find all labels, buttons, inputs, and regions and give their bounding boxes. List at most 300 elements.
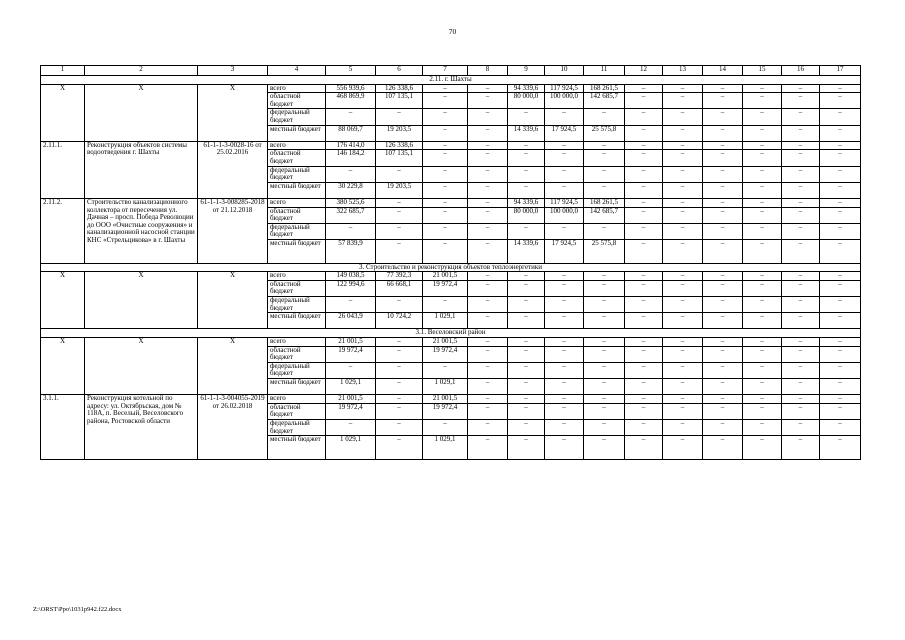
value-cell: – <box>326 166 376 182</box>
value-cell: – <box>508 141 545 150</box>
funding-source-cell: местный бюджет <box>268 436 326 460</box>
value-cell: – <box>625 436 663 460</box>
value-cell: 19 203,5 <box>376 125 423 141</box>
value-cell: – <box>820 378 861 394</box>
value-cell: 21 001,5 <box>326 338 376 347</box>
column-number-cell: 4 <box>268 66 326 76</box>
value-cell: – <box>663 207 703 223</box>
value-cell: – <box>376 395 423 404</box>
value-cell: – <box>663 125 703 141</box>
value-cell: – <box>782 207 820 223</box>
value-cell: – <box>545 223 584 239</box>
value-cell: – <box>468 297 508 313</box>
value-cell: – <box>743 436 782 460</box>
value-cell: – <box>468 313 508 329</box>
funding-source-cell: областной бюджет <box>268 150 326 166</box>
column-number-cell: 13 <box>663 66 703 76</box>
value-cell: – <box>468 109 508 125</box>
value-cell: 14 339,6 <box>508 239 545 263</box>
value-cell: – <box>584 182 625 198</box>
value-cell: – <box>468 239 508 263</box>
value-cell: – <box>703 436 743 460</box>
value-cell: 100 000,0 <box>545 207 584 223</box>
value-cell: 19 972,4 <box>423 346 468 362</box>
table-row <box>41 198 861 207</box>
value-cell: – <box>468 207 508 223</box>
value-cell: – <box>508 378 545 394</box>
value-cell: – <box>468 403 508 419</box>
value-cell: – <box>545 109 584 125</box>
value-cell: – <box>743 198 782 207</box>
value-cell: – <box>584 436 625 460</box>
value-cell: – <box>468 198 508 207</box>
value-cell: 146 184,2 <box>326 150 376 166</box>
value-cell: – <box>782 395 820 404</box>
value-cell: – <box>703 297 743 313</box>
value-cell: – <box>625 395 663 404</box>
value-cell: – <box>782 346 820 362</box>
value-cell: – <box>782 166 820 182</box>
value-cell: – <box>743 378 782 394</box>
expertise-cell: Х <box>198 272 268 329</box>
value-cell: – <box>743 182 782 198</box>
value-cell: – <box>376 297 423 313</box>
value-cell: – <box>743 150 782 166</box>
value-cell: – <box>743 338 782 347</box>
value-cell: – <box>423 141 468 150</box>
value-cell: – <box>423 207 468 223</box>
value-cell: 25 575,8 <box>584 239 625 263</box>
value-cell: 57 839,9 <box>326 239 376 263</box>
value-cell: – <box>545 362 584 378</box>
column-number-cell: 14 <box>703 66 743 76</box>
item-number-cell: 3.1.1. <box>41 395 85 460</box>
value-cell: – <box>663 150 703 166</box>
value-cell: – <box>423 150 468 166</box>
value-cell: 94 339,6 <box>508 84 545 93</box>
value-cell: – <box>625 346 663 362</box>
value-cell: – <box>820 182 861 198</box>
column-number-cell: 7 <box>423 66 468 76</box>
column-number-cell: 5 <box>326 66 376 76</box>
funding-source-cell: всего <box>268 84 326 93</box>
funding-source-cell: федеральный бюджет <box>268 419 326 435</box>
value-cell: – <box>820 419 861 435</box>
value-cell: – <box>820 436 861 460</box>
value-cell: – <box>782 198 820 207</box>
value-cell: – <box>743 93 782 109</box>
value-cell: 21 001,5 <box>326 395 376 404</box>
value-cell: – <box>326 297 376 313</box>
value-cell: – <box>782 182 820 198</box>
value-cell: – <box>625 378 663 394</box>
column-number-cell: 15 <box>743 66 782 76</box>
value-cell: – <box>743 346 782 362</box>
value-cell: – <box>782 362 820 378</box>
value-cell: – <box>663 395 703 404</box>
value-cell: 1 029,1 <box>423 436 468 460</box>
value-cell: 322 685,7 <box>326 207 376 223</box>
value-cell: 556 939,6 <box>326 84 376 93</box>
value-cell: – <box>663 84 703 93</box>
value-cell: – <box>743 362 782 378</box>
object-name-cell: Х <box>85 272 198 329</box>
value-cell: 142 685,7 <box>584 207 625 223</box>
value-cell: – <box>743 280 782 296</box>
expertise-cell: Х <box>198 338 268 395</box>
funding-source-cell: всего <box>268 272 326 281</box>
value-cell: 1 029,1 <box>326 436 376 460</box>
value-cell: 468 869,9 <box>326 93 376 109</box>
section-title: 3.1. Веселовский район <box>41 329 861 338</box>
value-cell: – <box>545 182 584 198</box>
value-cell: – <box>663 93 703 109</box>
value-cell: – <box>468 338 508 347</box>
value-cell: – <box>663 403 703 419</box>
value-cell: – <box>468 419 508 435</box>
funding-source-cell: всего <box>268 395 326 404</box>
value-cell: – <box>703 150 743 166</box>
value-cell: – <box>508 280 545 296</box>
value-cell: – <box>468 378 508 394</box>
value-cell: – <box>468 150 508 166</box>
value-cell: – <box>584 362 625 378</box>
value-cell: – <box>376 207 423 223</box>
value-cell: 126 338,6 <box>376 141 423 150</box>
value-cell: – <box>820 362 861 378</box>
value-cell: – <box>625 419 663 435</box>
value-cell: – <box>625 93 663 109</box>
value-cell: – <box>820 125 861 141</box>
value-cell: – <box>326 109 376 125</box>
value-cell: – <box>663 223 703 239</box>
value-cell: – <box>468 141 508 150</box>
value-cell: – <box>508 436 545 460</box>
funding-source-cell: федеральный бюджет <box>268 166 326 182</box>
column-number-row <box>41 66 861 76</box>
value-cell: 94 339,6 <box>508 198 545 207</box>
column-number-cell: 2 <box>85 66 198 76</box>
value-cell: – <box>545 166 584 182</box>
value-cell: 26 043,9 <box>326 313 376 329</box>
value-cell: – <box>584 280 625 296</box>
value-cell: – <box>782 297 820 313</box>
value-cell: – <box>625 272 663 281</box>
value-cell: – <box>703 419 743 435</box>
value-cell: – <box>376 362 423 378</box>
object-name-cell: Х <box>85 338 198 395</box>
value-cell: – <box>468 272 508 281</box>
value-cell: – <box>468 84 508 93</box>
value-cell: – <box>423 109 468 125</box>
value-cell: – <box>625 84 663 93</box>
value-cell: – <box>743 84 782 93</box>
value-cell: – <box>820 272 861 281</box>
section-title-row <box>41 263 861 272</box>
funding-source-cell: областной бюджет <box>268 93 326 109</box>
value-cell: 21 001,5 <box>423 338 468 347</box>
value-cell: – <box>545 378 584 394</box>
value-cell: – <box>782 272 820 281</box>
value-cell: 1 029,1 <box>423 313 468 329</box>
value-cell: – <box>423 182 468 198</box>
item-number-cell: Х <box>41 84 85 141</box>
value-cell: – <box>663 419 703 435</box>
value-cell: – <box>584 297 625 313</box>
value-cell: – <box>508 338 545 347</box>
value-cell: – <box>743 125 782 141</box>
value-cell: – <box>584 150 625 166</box>
value-cell: – <box>584 378 625 394</box>
value-cell: – <box>663 436 703 460</box>
value-cell: – <box>625 338 663 347</box>
item-number-cell: 2.11.1. <box>41 141 85 198</box>
value-cell: – <box>468 362 508 378</box>
value-cell: – <box>703 125 743 141</box>
value-cell: – <box>625 198 663 207</box>
value-cell: – <box>663 272 703 281</box>
value-cell: – <box>468 280 508 296</box>
value-cell: 19 972,4 <box>326 403 376 419</box>
value-cell: – <box>663 239 703 263</box>
table-row <box>41 141 861 150</box>
funding-source-cell: федеральный бюджет <box>268 362 326 378</box>
value-cell: – <box>820 395 861 404</box>
value-cell: – <box>376 419 423 435</box>
value-cell: – <box>820 239 861 263</box>
column-number-cell: 11 <box>584 66 625 76</box>
value-cell: – <box>703 93 743 109</box>
value-cell: – <box>545 395 584 404</box>
value-cell: – <box>743 395 782 404</box>
column-number-cell: 6 <box>376 66 423 76</box>
value-cell: 77 392,3 <box>376 272 423 281</box>
value-cell: 88 069,7 <box>326 125 376 141</box>
value-cell: – <box>663 338 703 347</box>
value-cell: – <box>743 239 782 263</box>
value-cell: 14 339,6 <box>508 125 545 141</box>
value-cell: – <box>423 125 468 141</box>
value-cell: – <box>584 313 625 329</box>
table-row <box>41 338 861 347</box>
item-number-cell: Х <box>41 272 85 329</box>
funding-source-cell: областной бюджет <box>268 207 326 223</box>
value-cell: – <box>584 419 625 435</box>
value-cell: 80 000,0 <box>508 93 545 109</box>
value-cell: – <box>703 223 743 239</box>
value-cell: – <box>376 166 423 182</box>
value-cell: – <box>625 313 663 329</box>
value-cell: – <box>423 239 468 263</box>
expertise-cell: 61-1-1-3-004055-2019 от 26.02.2018 <box>198 395 268 460</box>
value-cell: 107 135,1 <box>376 150 423 166</box>
value-cell: – <box>703 166 743 182</box>
value-cell: – <box>423 166 468 182</box>
value-cell: – <box>782 419 820 435</box>
value-cell: – <box>376 223 423 239</box>
column-number-cell: 17 <box>820 66 861 76</box>
column-number-cell: 8 <box>468 66 508 76</box>
value-cell: – <box>820 346 861 362</box>
value-cell: – <box>468 223 508 239</box>
footer-path: Z:\ORST\Ppo\1031p942.f22.docx <box>33 606 122 613</box>
value-cell: – <box>703 272 743 281</box>
page-number: 70 <box>448 27 457 36</box>
value-cell: – <box>782 223 820 239</box>
value-cell: – <box>703 141 743 150</box>
column-number-cell: 12 <box>625 66 663 76</box>
value-cell: – <box>508 150 545 166</box>
expertise-cell: Х <box>198 84 268 141</box>
value-cell: 17 924,5 <box>545 239 584 263</box>
value-cell: – <box>703 395 743 404</box>
value-cell: 126 338,6 <box>376 84 423 93</box>
value-cell: – <box>820 93 861 109</box>
value-cell: 176 414,0 <box>326 141 376 150</box>
value-cell: – <box>703 198 743 207</box>
value-cell: – <box>663 313 703 329</box>
value-cell: – <box>625 362 663 378</box>
value-cell: – <box>584 272 625 281</box>
value-cell: 380 525,6 <box>326 198 376 207</box>
value-cell: – <box>376 403 423 419</box>
value-cell: – <box>820 141 861 150</box>
value-cell: – <box>545 141 584 150</box>
value-cell: – <box>703 207 743 223</box>
value-cell: – <box>703 403 743 419</box>
value-cell: – <box>584 395 625 404</box>
value-cell: 168 261,5 <box>584 198 625 207</box>
expertise-cell: 61-1-1-3-0028-16 от 25.02.2016 <box>198 141 268 198</box>
value-cell: – <box>423 198 468 207</box>
value-cell: – <box>743 297 782 313</box>
value-cell: – <box>703 313 743 329</box>
section-title: 3. Строительство и реконструкция объектов теплоэнергетики <box>41 263 861 272</box>
value-cell: – <box>625 166 663 182</box>
value-cell: – <box>545 346 584 362</box>
value-cell: – <box>326 223 376 239</box>
value-cell: – <box>508 109 545 125</box>
value-cell: – <box>743 141 782 150</box>
funding-source-cell: местный бюджет <box>268 182 326 198</box>
value-cell: – <box>423 419 468 435</box>
column-number-cell: 16 <box>782 66 820 76</box>
section-title: 2.11. г. Шахты <box>41 76 861 85</box>
value-cell: – <box>468 166 508 182</box>
budget-table <box>40 65 861 460</box>
object-name-cell: Реконструкция котельной по адресу: ул. Октябрьская, дом № 118А, п. Веселый, Веселовского района, Ростовской области <box>85 395 198 460</box>
value-cell: – <box>820 280 861 296</box>
value-cell: – <box>743 313 782 329</box>
funding-source-cell: местный бюджет <box>268 125 326 141</box>
section-title-row <box>41 76 861 85</box>
value-cell: – <box>663 166 703 182</box>
value-cell: – <box>625 109 663 125</box>
value-cell: – <box>625 207 663 223</box>
value-cell: – <box>545 272 584 281</box>
value-cell: – <box>508 272 545 281</box>
item-number-cell: 2.11.2. <box>41 198 85 263</box>
value-cell: – <box>820 166 861 182</box>
value-cell: – <box>782 378 820 394</box>
value-cell: 21 001,5 <box>423 395 468 404</box>
value-cell: – <box>468 93 508 109</box>
value-cell: – <box>703 109 743 125</box>
value-cell: – <box>508 313 545 329</box>
value-cell: – <box>545 280 584 296</box>
value-cell: – <box>663 297 703 313</box>
value-cell: – <box>625 182 663 198</box>
value-cell: – <box>820 109 861 125</box>
value-cell: – <box>743 109 782 125</box>
value-cell: 142 685,7 <box>584 93 625 109</box>
value-cell: – <box>545 403 584 419</box>
value-cell: 30 229,8 <box>326 182 376 198</box>
value-cell: – <box>663 346 703 362</box>
value-cell: 1 029,1 <box>326 378 376 394</box>
value-cell: – <box>663 362 703 378</box>
value-cell: – <box>820 84 861 93</box>
column-number-cell: 1 <box>41 66 85 76</box>
value-cell: – <box>545 150 584 166</box>
value-cell: 80 000,0 <box>508 207 545 223</box>
value-cell: – <box>743 272 782 281</box>
expertise-cell: 61-1-1-3-008285-2018 от 21.12.2018 <box>198 198 268 263</box>
value-cell: – <box>468 346 508 362</box>
value-cell: – <box>584 166 625 182</box>
funding-source-cell: федеральный бюджет <box>268 109 326 125</box>
value-cell: – <box>625 150 663 166</box>
value-cell: – <box>584 109 625 125</box>
value-cell: – <box>743 403 782 419</box>
value-cell: – <box>782 125 820 141</box>
value-cell: – <box>468 436 508 460</box>
value-cell: – <box>782 150 820 166</box>
value-cell: 122 994,6 <box>326 280 376 296</box>
value-cell: – <box>423 223 468 239</box>
funding-source-cell: местный бюджет <box>268 239 326 263</box>
value-cell: – <box>376 239 423 263</box>
value-cell: – <box>663 141 703 150</box>
value-cell: 10 724,2 <box>376 313 423 329</box>
value-cell: – <box>782 280 820 296</box>
value-cell: 1 029,1 <box>423 378 468 394</box>
funding-source-cell: областной бюджет <box>268 403 326 419</box>
table-row <box>41 84 861 93</box>
value-cell: – <box>820 223 861 239</box>
value-cell: 107 135,1 <box>376 93 423 109</box>
value-cell: – <box>782 93 820 109</box>
funding-source-cell: всего <box>268 338 326 347</box>
value-cell: – <box>782 109 820 125</box>
value-cell: 19 972,4 <box>326 346 376 362</box>
value-cell: – <box>508 182 545 198</box>
value-cell: – <box>468 125 508 141</box>
value-cell: – <box>423 362 468 378</box>
value-cell: – <box>508 166 545 182</box>
value-cell: – <box>820 313 861 329</box>
value-cell: – <box>820 297 861 313</box>
value-cell: – <box>423 297 468 313</box>
value-cell: – <box>743 207 782 223</box>
column-number-cell: 9 <box>508 66 545 76</box>
value-cell: – <box>508 395 545 404</box>
table-row <box>41 272 861 281</box>
value-cell: – <box>545 338 584 347</box>
object-name-cell: Строительство канализационного коллектора от пересечения ул. Дачная – просп. Победа Революции до ООО «Очистные сооружения» и канализационной насосной станции КНС «Стрельцикова» в г. Шахты <box>85 198 198 263</box>
value-cell: – <box>663 109 703 125</box>
value-cell: – <box>376 378 423 394</box>
